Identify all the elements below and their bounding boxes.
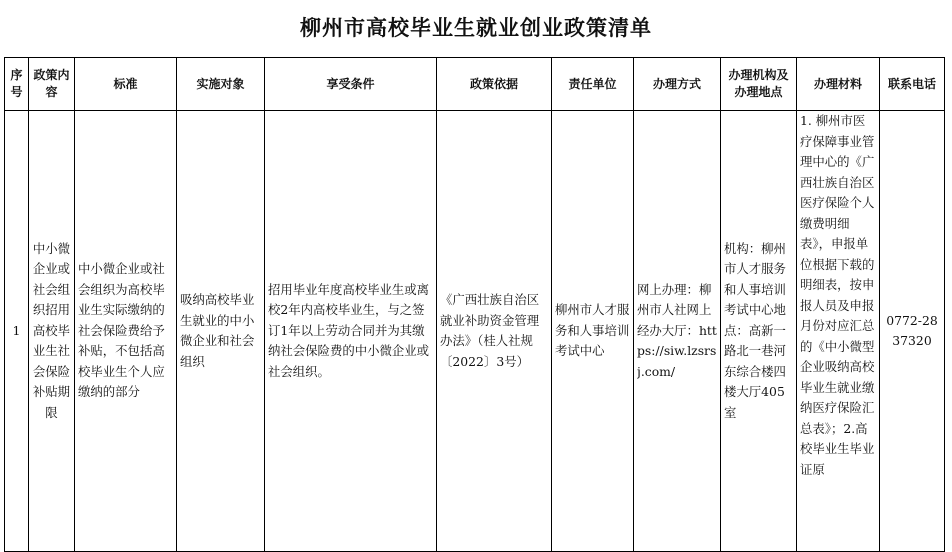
cell-agency-text: 机构：柳州市人才服务和人事培训考试中心地点：高新一路北一巷河东综合楼四楼大厅405室	[724, 240, 786, 420]
cell-agency	[721, 111, 797, 552]
cell-target	[177, 111, 265, 552]
cell-policy-text: 中小微企业或社会组织招用高校毕业生社会保险补贴期限	[32, 240, 71, 420]
cell-phone: 0772-2837320	[880, 111, 945, 552]
column-header-standard: 标准	[75, 58, 177, 111]
column-header-policy: 政策内容	[29, 58, 75, 111]
cell-standard	[75, 111, 177, 552]
cell-basis	[437, 111, 552, 552]
cell-conditions-text: 招用毕业年度高校毕业生或离校2年内高校毕业生，与之签订1年以上劳动合同并为其缴纳社会保险费的中小微企业或社会组织。	[268, 281, 430, 379]
cell-materials	[797, 111, 880, 552]
cell-policy	[29, 111, 75, 552]
column-header-method: 办理方式	[634, 58, 721, 111]
cell-target-text: 吸纳高校毕业生就业的中小微企业和社会组织	[180, 292, 255, 369]
cell-method	[634, 111, 721, 552]
column-header-agency: 办理机构及办理地点	[721, 58, 797, 111]
column-header-unit: 责任单位	[552, 58, 634, 111]
column-header-no: 序号	[5, 58, 29, 111]
cell-no: 1	[5, 111, 29, 552]
cell-conditions	[265, 111, 437, 552]
policy-table	[4, 57, 945, 552]
column-header-phone: 联系电话	[880, 58, 945, 111]
cell-method-text: 网上办理：柳州市人社网上经办大厅：https://siw.lzsrsj.com/	[637, 281, 717, 379]
cell-materials-text: 1. 柳州市医疗保障事业管理中心的《广西壮族自治区医疗保险个人缴费明细表》，申报单位根据下载的明细表，按申报人员及申报月份对应汇总的《中小微型企业吸纳高校毕业生就业缴纳医疗保险汇总表》；2.高校毕业生毕业证原	[800, 113, 875, 477]
table-header-row	[5, 58, 945, 111]
column-header-conditions: 享受条件	[265, 58, 437, 111]
column-header-basis: 政策依据	[437, 58, 552, 111]
cell-basis-text: 《广西壮族自治区就业补助资金管理办法》（桂人社规〔2022〕3号）	[440, 292, 540, 369]
page-title: 柳州市高校毕业生就业创业政策清单	[300, 16, 652, 40]
column-header-materials: 办理材料	[797, 58, 880, 111]
column-header-target: 实施对象	[177, 58, 265, 111]
table-row	[5, 111, 945, 552]
cell-unit	[552, 111, 634, 552]
cell-unit-text: 柳州市人才服务和人事培训考试中心	[555, 302, 630, 359]
cell-standard-text: 中小微企业或社会组织为高校毕业生实际缴纳的社会保险费给予补贴，不包括高校毕业生个人应缴纳的部分	[78, 261, 165, 400]
